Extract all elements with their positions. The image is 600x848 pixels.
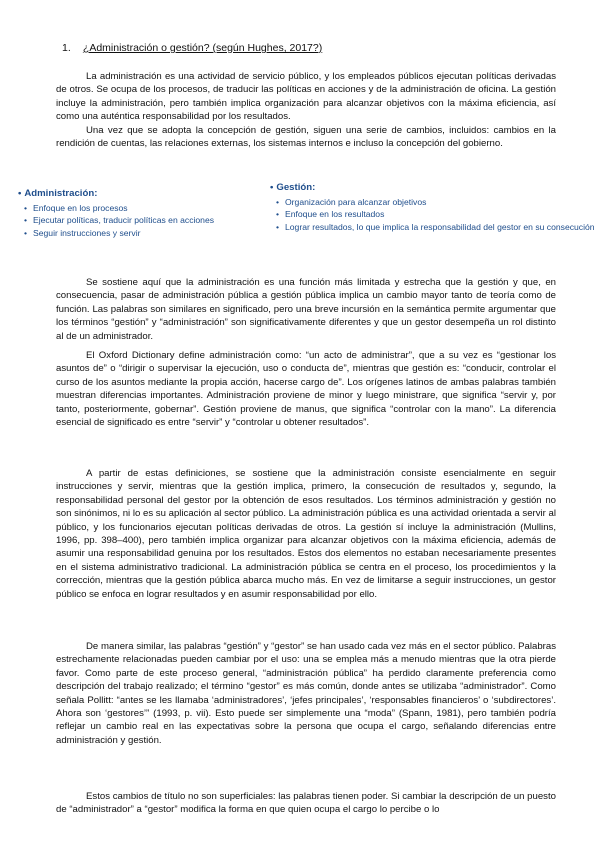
body-paragraph-4: De manera similar, las palabras “gestión” y “gestor” se han usado cada vez más en el sector público. Palabras estrechamente relacionadas pueden cambiar por el uso: una se emplea más a menudo mientras que la otra pierde favor. Como parte de este proceso general, “administración pública” ha perdido claramente preferencia como descripción del trabajo realizado; el término “gestor” es más común, donde antes se utilizaba “administrador”. Como señala Pollitt: “antes se les llamaba ‘administradores’, ‘jefes principales’, ‘responsables financieros’ o ‘subdirectores’. Ahora son ‘gestores’” (1993, p. vii). Esto puede ser simplemente una “moda” (Spann, 1981), pero también podría reflejar un cambio real en las expectativas sobre la persona que ocupa el cargo, señalando diferencias entre administración y gestión. <box>56 641 556 746</box>
administracion-list <box>18 202 280 239</box>
list-item: • Enfoque en los resultados <box>276 208 600 220</box>
comparison-graphic <box>0 182 600 262</box>
list-item: • Lograr resultados, lo que implica la responsabilidad del gestor en su consecución <box>276 221 600 233</box>
list-item: • Organización para alcanzar objetivos <box>276 196 600 208</box>
administracion-box <box>18 188 280 239</box>
section-heading <box>62 42 322 54</box>
section-number: 1. <box>62 42 71 54</box>
list-item: • Enfoque en los procesos <box>24 202 280 214</box>
body-paragraph-3: A partir de estas definiciones, se sostiene que la administración consiste esencialmente en seguir instrucciones y servir, mientras que la gestión implica, primero, la consecución de resultados y, segundo, la responsabilidad personal del gestor por la obtención de esos resultados. Los términos administración y gestión no son sinónimos, ni lo es su aplicación al sector público. La administración pública es una actividad orientada a servir al público, y los funcionarios ejecutan políticas derivadas de otros. La gestión sí incluye la administración (Mullins, 1996, pp. 398–400), pero también implica organizar para alcanzar objetivos con la máxima eficiencia, además de asumir una responsabilidad genuina por los resultados. Estos dos elementos no estaban necesariamente presentes en el sistema administrativo tradicional. La administración pública se centra en el proceso, los procedimientos y la corrección, mientras que la gestión pública abarca mucho más. En vez de limitarse a seguir instrucciones, un gestor público se enfoca en lograr resultados y en asumir responsabilidad por ello. <box>56 468 556 600</box>
gestion-list <box>270 196 600 233</box>
body-paragraph-2: El Oxford Dictionary define administración como: “un acto de administrar”, que a su vez es “gestionar los asuntos de” o “dirigir o supervisar la ejecución, uso o conducta de”, mientras que gestión es: “conducir, controlar el curso de los asuntos mediante la propia acción, hacerse cargo de”. Los orígenes latinos de ambas palabras también muestran diferencias importantes. Administración proviene de minor y luego ministrare, que significa “servir y, por tanto, posteriormente, gobernar”. Gestión proviene de manus, que significa “controlar con la mano”. La diferencia esencial de significado es entre “servir” y “controlar u obtener resultados”. <box>56 350 556 429</box>
section-title: ¿Administración o gestión? (según Hughes, 2017?) <box>82 42 323 54</box>
administracion-title: • Administración: <box>18 188 98 199</box>
body-paragraph-5: Estos cambios de título no son superficiales: las palabras tienen poder. Si cambiar la descripción de un puesto de “administrador” a “gestor” modifica la forma en que quien ocupa el cargo lo percibe o lo <box>56 791 556 816</box>
gestion-box <box>270 182 600 233</box>
gestion-title: • Gestión: <box>270 182 316 193</box>
body-paragraph-1: Se sostiene aquí que la administración es una función más limitada y estrecha que la gestión y que, en consecuencia, pasar de administración pública a gestión pública implica un cambio mayor tanto de teoría como de función. Las palabras son similares en significado, pero una breve incursión en la semántica permite argumentar que los términos “gestión” y “administración” son significativamente diferentes y que un gestor desempeña un rol distinto al de un administrador. <box>56 277 556 342</box>
intro-paragraph-1: La administración es una actividad de servicio público, y los empleados públicos ejecutan políticas derivadas de otros. Se ocupa de los procesos, de traducir las políticas en acciones y de la administración de oficina. La gestión incluye la administración, pero también implica organización para alcanzar objetivos con la máxima eficiencia, así como una auténtica responsabilidad por los resultados. <box>56 71 556 123</box>
list-item: • Seguir instrucciones y servir <box>24 227 280 239</box>
list-item: • Ejecutar políticas, traducir políticas en acciones <box>24 214 280 226</box>
intro-paragraph-2: Una vez que se adopta la concepción de gestión, siguen una serie de cambios, incluidos: cambios en la rendición de cuentas, las relaciones externas, los sistemas internos e incluso la concepción del gobierno. <box>56 125 556 150</box>
